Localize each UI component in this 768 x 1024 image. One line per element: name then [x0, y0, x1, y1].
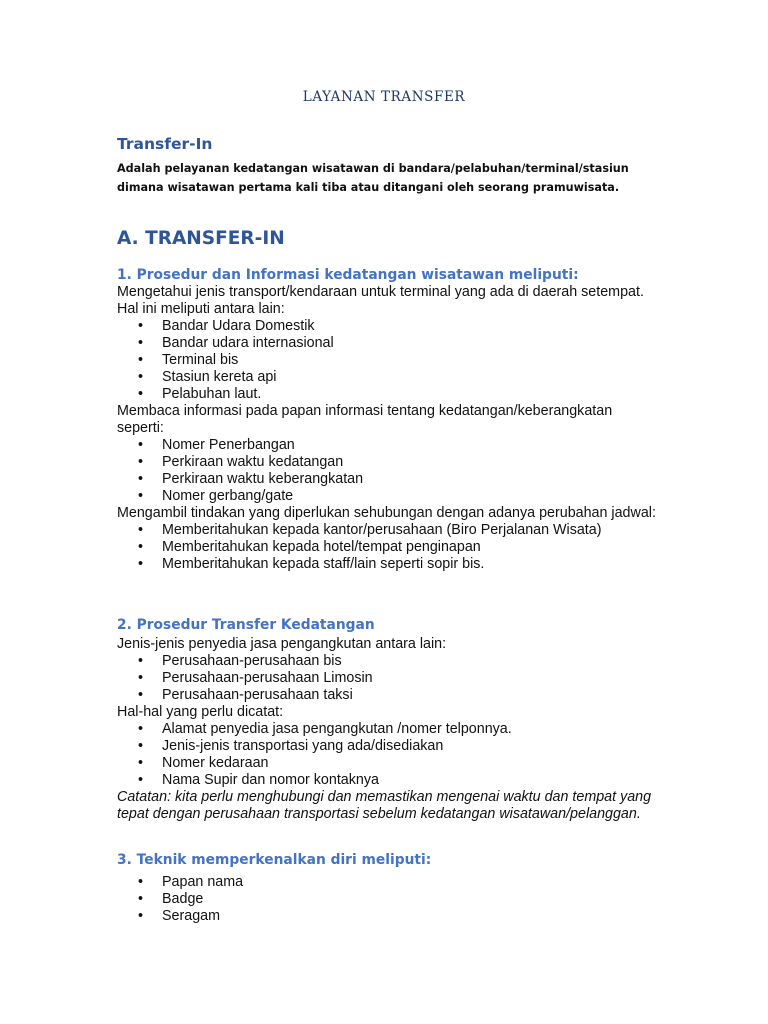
- list-item-text: Nomer kedaraan: [162, 755, 269, 771]
- list-item: [117, 488, 657, 505]
- list-item-text: Perusahaan-perusahaan taksi: [162, 687, 353, 703]
- list-item: [117, 687, 657, 704]
- list-item: [117, 522, 657, 539]
- section-2-paragraph-1: Jenis-jenis penyedia jasa pengangkutan antara lain:: [117, 636, 447, 652]
- list-item: [117, 653, 657, 670]
- list-item: [117, 874, 657, 891]
- bullet-icon: •: [138, 386, 144, 402]
- list-item: [117, 772, 657, 789]
- list-item: [117, 755, 657, 772]
- section-3: [117, 851, 657, 925]
- list-item: [117, 335, 657, 352]
- list-item-text: Badge: [162, 891, 204, 907]
- bullet-icon: •: [138, 874, 144, 890]
- section-1: [117, 266, 657, 573]
- list-item: [117, 721, 657, 738]
- list-item: [117, 386, 657, 403]
- bullet-icon: •: [138, 454, 144, 470]
- list-item-text: Papan nama: [162, 874, 244, 890]
- document-title: LAYANAN TRANSFER: [302, 89, 466, 105]
- section-1-paragraph-2: Membaca informasi pada papan informasi tentang kedatangan/keberangkatan seperti:: [117, 403, 613, 436]
- list-item-text: Pelabuhan laut.: [162, 386, 262, 402]
- list-item: [117, 891, 657, 908]
- section-1-heading: 1. Prosedur dan Informasi kedatangan wisatawan meliputi:: [117, 267, 579, 283]
- bullet-icon: •: [138, 522, 144, 538]
- list-item-text: Perkiraan waktu keberangkatan: [162, 471, 364, 487]
- bullet-icon: •: [138, 772, 144, 788]
- list-item-text: Bandar Udara Domestik: [162, 318, 315, 334]
- bullet-icon: •: [138, 539, 144, 555]
- list-item: [117, 539, 657, 556]
- bullet-icon: •: [138, 488, 144, 504]
- list-item: [117, 738, 657, 755]
- list-item-text: Terminal bis: [162, 352, 239, 368]
- list-item: [117, 352, 657, 369]
- section-2-list-2: [117, 721, 657, 789]
- bullet-icon: •: [138, 318, 144, 334]
- bullet-icon: •: [138, 687, 144, 703]
- bullet-icon: •: [138, 556, 144, 572]
- list-item: [117, 556, 657, 573]
- section-2-paragraph-2: Hal-hal yang perlu dicatat:: [117, 704, 284, 720]
- section-1-list-2: [117, 437, 657, 505]
- bullet-icon: •: [138, 437, 144, 453]
- transfer-in-intro: [117, 134, 657, 197]
- list-item-text: Perusahaan-perusahaan bis: [162, 653, 342, 669]
- list-item: [117, 471, 657, 488]
- section-3-heading: 3. Teknik memperkenalkan diri meliputi:: [117, 852, 432, 868]
- list-item-text: Nomer Penerbangan: [162, 437, 295, 453]
- bullet-icon: •: [138, 891, 144, 907]
- section-a-heading: A. TRANSFER-IN: [117, 228, 285, 249]
- list-item: [117, 369, 657, 386]
- section-a: [117, 227, 657, 251]
- list-item-text: Seragam: [162, 908, 221, 924]
- section-2: [117, 616, 657, 823]
- list-item-text: Memberitahukan kepada kantor/perusahaan (Biro Perjalanan Wisata): [162, 522, 602, 538]
- bullet-icon: •: [138, 471, 144, 487]
- list-item-text: Perkiraan waktu kedatangan: [162, 454, 344, 470]
- section-3-list-1: [117, 874, 657, 925]
- section-1-paragraph-3: Mengambil tindakan yang diperlukan sehubungan dengan adanya perubahan jadwal:: [117, 505, 656, 521]
- bullet-icon: •: [138, 369, 144, 385]
- bullet-icon: •: [138, 738, 144, 754]
- list-item: [117, 670, 657, 687]
- list-item-text: Alamat penyedia jasa pengangkutan /nomer telponnya.: [162, 721, 512, 737]
- list-item-text: Stasiun kereta api: [162, 369, 277, 385]
- list-item-text: Memberitahukan kepada staff/lain seperti sopir bis.: [162, 556, 485, 572]
- bullet-icon: •: [138, 352, 144, 368]
- section-1-list-1: [117, 318, 657, 403]
- list-item: [117, 908, 657, 925]
- section-1-paragraph-1: Mengetahui jenis transport/kendaraan untuk terminal yang ada di daerah setempat. Hal ini meliputi antara lain:: [117, 284, 644, 317]
- list-item-text: Memberitahukan kepada hotel/tempat penginapan: [162, 539, 481, 555]
- section-2-note: Catatan: kita perlu menghubungi dan memastikan mengenai waktu dan tempat yang tepat dengan perusahaan transportasi sebelum kedatangan wisatawan/pelanggan.: [117, 789, 652, 822]
- list-item-text: Jenis-jenis transportasi yang ada/disediakan: [162, 738, 444, 754]
- transfer-in-description: Adalah pelayanan kedatangan wisatawan di bandara/pelabuhan/terminal/stasiun dimana wisatawan pertama kali tiba atau ditangani oleh seorang pramuwisata.: [117, 162, 629, 194]
- list-item: [117, 437, 657, 454]
- list-item: [117, 454, 657, 471]
- list-item-text: Nomer gerbang/gate: [162, 488, 294, 504]
- section-2-list-1: [117, 653, 657, 704]
- bullet-icon: •: [138, 670, 144, 686]
- section-2-heading: 2. Prosedur Transfer Kedatangan: [117, 617, 375, 633]
- list-item: [117, 318, 657, 335]
- transfer-in-heading: Transfer-In: [117, 135, 213, 153]
- list-item-text: Bandar udara internasional: [162, 335, 334, 351]
- bullet-icon: •: [138, 653, 144, 669]
- bullet-icon: •: [138, 335, 144, 351]
- list-item-text: Nama Supir dan nomor kontaknya: [162, 772, 379, 788]
- bullet-icon: •: [138, 721, 144, 737]
- bullet-icon: •: [138, 755, 144, 771]
- list-item-text: Perusahaan-perusahaan Limosin: [162, 670, 373, 686]
- bullet-icon: •: [138, 908, 144, 924]
- section-1-list-3: [117, 522, 657, 573]
